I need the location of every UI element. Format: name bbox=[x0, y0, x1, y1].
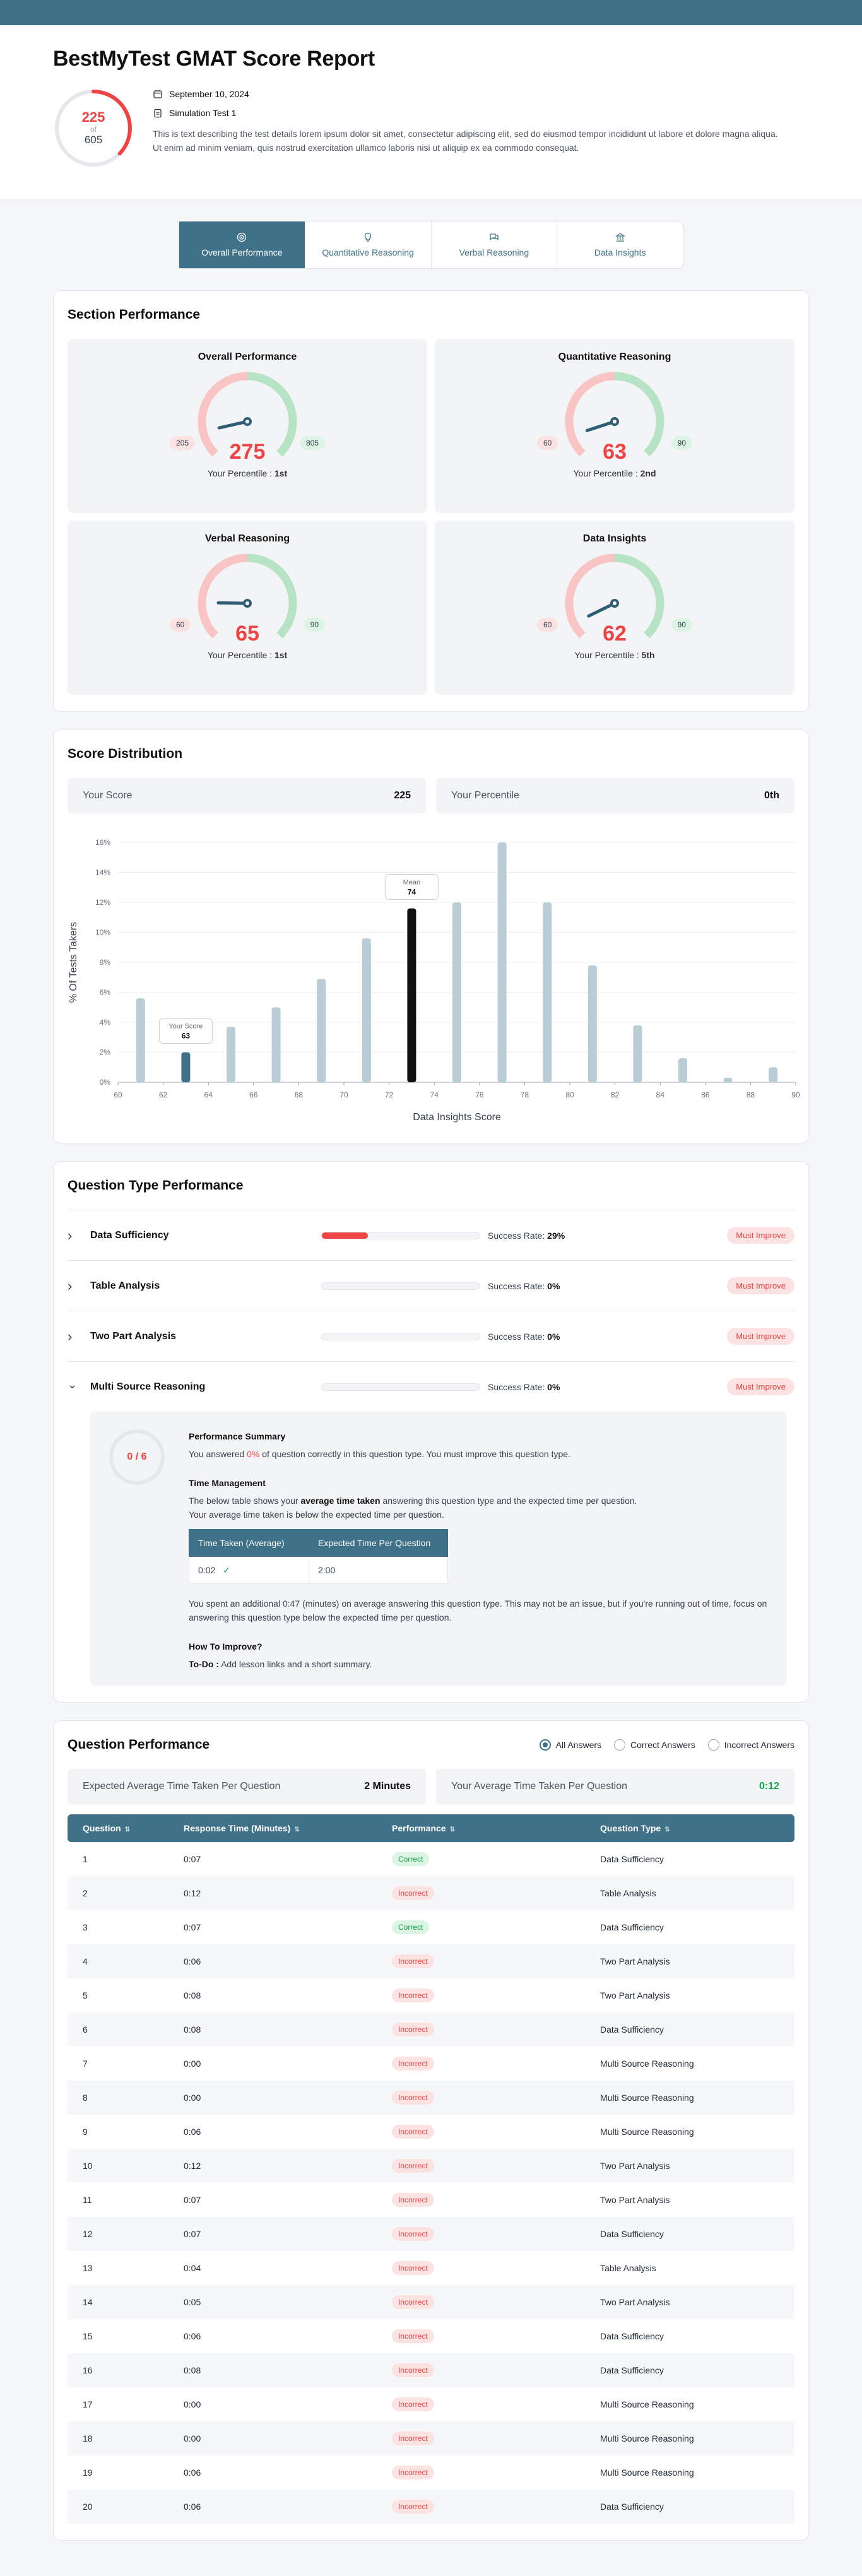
question-type-row[interactable] bbox=[68, 1260, 794, 1311]
x-tick-label: 78 bbox=[520, 1090, 529, 1099]
result-badge: Incorrect bbox=[392, 1954, 434, 1968]
response-time: 0:00 bbox=[168, 2421, 377, 2455]
gauge-title: Verbal Reasoning bbox=[204, 533, 290, 544]
summary-text: You answered 0% of question correctly in this question type. You must improve this question type. bbox=[189, 1449, 570, 1459]
response-time: 0:04 bbox=[184, 2263, 201, 2273]
bar bbox=[724, 1078, 733, 1082]
section-performance-card bbox=[53, 290, 809, 712]
your-score-value: 225 bbox=[394, 790, 411, 801]
success-rate-bar bbox=[321, 1232, 480, 1239]
result-badge: Incorrect bbox=[392, 2295, 434, 2309]
score-distribution-title: Score Distribution bbox=[68, 747, 183, 761]
tab-data-insights[interactable]: Data Insights bbox=[557, 222, 683, 268]
gauge-percentile: Your Percentile : 2nd bbox=[573, 468, 656, 478]
response-time: 0:08 bbox=[168, 2012, 377, 2047]
gauge-max: 90 bbox=[671, 618, 692, 632]
result-badge: Incorrect bbox=[392, 2057, 434, 2071]
question-type: Data Sufficiency bbox=[585, 2490, 794, 2524]
filter-incorrect-answers[interactable]: Incorrect Answers bbox=[708, 1739, 794, 1751]
table-row bbox=[68, 2251, 794, 2285]
table-row bbox=[68, 2115, 794, 2149]
chevron-right-icon[interactable]: › bbox=[68, 1227, 73, 1243]
gauge-percentile: Your Percentile : 1st bbox=[207, 468, 288, 478]
must-improve-badge: Must Improve bbox=[727, 1227, 794, 1244]
response-time: 0:08 bbox=[184, 1990, 201, 2000]
result-badge: Incorrect bbox=[392, 2261, 434, 2275]
x-tick-label: 62 bbox=[158, 1090, 168, 1099]
y-tick-label: 4% bbox=[99, 1018, 110, 1027]
x-tick-label: 64 bbox=[204, 1090, 213, 1099]
question-number: 19 bbox=[83, 2467, 93, 2478]
x-axis-title: Data Insights Score bbox=[413, 1112, 501, 1123]
y-tick-label: 16% bbox=[95, 838, 110, 847]
question-number: 18 bbox=[68, 2421, 168, 2455]
result-badge: Incorrect bbox=[392, 2500, 434, 2514]
bar bbox=[272, 1007, 281, 1082]
correct-ratio-ring: 0 / 6 bbox=[109, 1429, 165, 1485]
question-performance-card bbox=[53, 1720, 809, 2541]
top-bar bbox=[0, 0, 862, 25]
question-type: Two Part Analysis bbox=[600, 1990, 670, 2000]
x-tick-label: 90 bbox=[791, 1090, 800, 1099]
result-badge: Incorrect bbox=[392, 2227, 434, 2241]
response-time: 0:00 bbox=[168, 2081, 377, 2115]
table-row bbox=[68, 2353, 794, 2387]
bar bbox=[633, 1025, 642, 1082]
bar bbox=[543, 902, 552, 1082]
question-type: Data Sufficiency bbox=[600, 1922, 664, 1932]
chevron-down-icon[interactable]: ⌄ bbox=[68, 1378, 78, 1391]
success-rate: Success Rate: 0% bbox=[488, 1280, 560, 1291]
question-number: 5 bbox=[83, 1990, 88, 2000]
gauge-max: 90 bbox=[304, 618, 325, 632]
sort-icon: ⇅ bbox=[294, 1826, 300, 1833]
svg-text:63: 63 bbox=[181, 1031, 191, 1041]
score-distribution-card bbox=[53, 730, 809, 1143]
response-time: 0:06 bbox=[184, 2467, 201, 2478]
time-table: Time Taken (Average) Expected Time Per Question 0:02 ✓ 2:00 bbox=[189, 1529, 448, 1584]
tab-overall-performance[interactable]: Overall Performance bbox=[179, 222, 305, 268]
question-type: Data Sufficiency bbox=[585, 2353, 794, 2387]
question-number: 4 bbox=[68, 1944, 168, 1978]
gauge-min: 205 bbox=[170, 436, 195, 450]
result-badge: Incorrect bbox=[392, 1988, 434, 2002]
x-tick-label: 82 bbox=[610, 1090, 620, 1099]
answer-filter bbox=[540, 1739, 794, 1751]
col-response-time[interactable]: Response Time (Minutes) ⇅ bbox=[168, 1814, 377, 1842]
success-rate: Success Rate: 29% bbox=[488, 1230, 565, 1241]
table-row bbox=[68, 1876, 794, 1910]
response-time: 0:00 bbox=[184, 2059, 201, 2069]
todo-text: To-Do : Add lesson links and a short summary. bbox=[189, 1659, 372, 1669]
question-type: Data Sufficiency bbox=[600, 1854, 664, 1864]
bar bbox=[588, 966, 597, 1082]
your-percentile-value: 0th bbox=[764, 790, 779, 801]
x-tick-label: 70 bbox=[339, 1090, 348, 1099]
result-badge: Correct bbox=[392, 1852, 429, 1866]
gauge-percentile: Your Percentile : 5th bbox=[574, 650, 655, 660]
target-icon bbox=[237, 232, 247, 242]
tab-verbal-reasoning[interactable]: Verbal Reasoning bbox=[432, 222, 558, 268]
success-rate: Success Rate: 0% bbox=[488, 1331, 560, 1342]
total-score: 225 bbox=[81, 109, 105, 125]
question-type: Multi Source Reasoning bbox=[600, 2467, 694, 2478]
response-time: 0:07 bbox=[168, 2217, 377, 2251]
success-rate: Success Rate: 0% bbox=[488, 1381, 560, 1392]
response-time: 0:07 bbox=[184, 2195, 201, 2205]
report-header bbox=[0, 25, 862, 199]
score-distribution-chart bbox=[68, 836, 800, 1126]
gauge-title: Quantitative Reasoning bbox=[558, 352, 671, 362]
response-time: 0:06 bbox=[168, 2490, 377, 2524]
table-row bbox=[68, 2319, 794, 2353]
bank-icon bbox=[615, 232, 625, 242]
mean-tooltip bbox=[385, 875, 438, 900]
question-number: 16 bbox=[68, 2353, 168, 2387]
question-number: 8 bbox=[68, 2081, 168, 2115]
question-type: Data Sufficiency bbox=[585, 2012, 794, 2047]
y-tick-label: 8% bbox=[99, 958, 110, 967]
svg-text:Mean: Mean bbox=[403, 878, 421, 887]
y-tick-label: 0% bbox=[99, 1078, 110, 1087]
average-time-box: Your Average Time Taken Per Question 0:12 bbox=[436, 1769, 794, 1804]
chevron-right-icon[interactable]: › bbox=[68, 1328, 73, 1344]
y-tick-label: 14% bbox=[95, 868, 110, 877]
section-tabs bbox=[179, 221, 683, 269]
question-type-card bbox=[53, 1161, 809, 1703]
table-row bbox=[68, 2455, 794, 2490]
question-performance-title: Question Performance bbox=[68, 1737, 210, 1752]
question-number: 10 bbox=[68, 2149, 168, 2183]
x-tick-label: 74 bbox=[430, 1090, 439, 1099]
x-tick-label: 60 bbox=[114, 1090, 122, 1099]
question-number: 20 bbox=[68, 2490, 168, 2524]
page-title: BestMyTest GMAT Score Report bbox=[53, 47, 375, 71]
gauge-card bbox=[435, 521, 794, 695]
gauge-score: 275 bbox=[229, 440, 266, 464]
result-badge: Incorrect bbox=[392, 2329, 434, 2343]
question-number: 15 bbox=[83, 2331, 93, 2341]
x-tick-label: 80 bbox=[565, 1090, 574, 1099]
question-type: Multi Source Reasoning bbox=[585, 2081, 794, 2115]
filter-correct-answers[interactable]: Correct Answers bbox=[614, 1739, 695, 1751]
question-type-row[interactable] bbox=[68, 1361, 794, 1412]
result-badge: Incorrect bbox=[392, 2159, 434, 2173]
section-performance-title: Section Performance bbox=[68, 307, 201, 322]
gauge-card bbox=[435, 339, 794, 513]
your-score-tooltip bbox=[159, 1019, 212, 1044]
col-performance[interactable]: Performance ⇅ bbox=[377, 1814, 585, 1842]
question-number: 9 bbox=[83, 2127, 88, 2137]
your-percentile-box: Your Percentile 0th bbox=[436, 778, 794, 813]
result-badge: Incorrect bbox=[392, 2023, 434, 2036]
y-tick-label: 10% bbox=[95, 928, 110, 937]
question-type: Table Analysis bbox=[585, 1876, 794, 1910]
question-number: 3 bbox=[83, 1922, 88, 1932]
question-number: 12 bbox=[68, 2217, 168, 2251]
result-badge: Incorrect bbox=[392, 2091, 434, 2105]
bar bbox=[769, 1067, 777, 1082]
result-badge: Incorrect bbox=[392, 2363, 434, 2377]
response-time: 0:06 bbox=[184, 2127, 201, 2137]
question-type-row[interactable] bbox=[68, 1210, 794, 1260]
response-time: 0:06 bbox=[184, 2331, 201, 2341]
response-time: 0:12 bbox=[168, 1876, 377, 1910]
question-type: Multi Source Reasoning bbox=[585, 2421, 794, 2455]
table-row bbox=[68, 2421, 794, 2455]
question-type: Multi Source Reasoning bbox=[600, 2399, 694, 2409]
question-type-title: Question Type Performance bbox=[68, 1178, 244, 1193]
y-tick-label: 2% bbox=[99, 1048, 110, 1057]
table-row bbox=[68, 2081, 794, 2115]
bar bbox=[678, 1058, 687, 1082]
must-improve-badge: Must Improve bbox=[727, 1277, 794, 1294]
question-type-name: Multi Source Reasoning bbox=[90, 1381, 206, 1392]
col-question[interactable]: Question ⇅ bbox=[68, 1814, 168, 1842]
table-row bbox=[68, 2490, 794, 2524]
bar bbox=[227, 1027, 235, 1082]
table-row bbox=[68, 2047, 794, 2081]
question-type-row[interactable] bbox=[68, 1311, 794, 1361]
question-type: Two Part Analysis bbox=[585, 1944, 794, 1978]
result-badge: Incorrect bbox=[392, 1886, 434, 1900]
sort-icon: ⇅ bbox=[124, 1826, 131, 1833]
bulb-icon bbox=[363, 232, 373, 242]
question-number: 14 bbox=[68, 2285, 168, 2319]
test-name: Simulation Test 1 bbox=[153, 108, 784, 118]
chat-icon bbox=[489, 232, 499, 242]
question-number: 17 bbox=[83, 2399, 93, 2409]
clipboard-icon bbox=[153, 108, 163, 118]
table-row bbox=[68, 2285, 794, 2319]
y-axis-title: % Of Tests Takers bbox=[68, 921, 79, 1003]
question-type: Data Sufficiency bbox=[600, 2331, 664, 2341]
success-rate-bar bbox=[321, 1333, 480, 1340]
x-tick-label: 72 bbox=[384, 1090, 394, 1099]
result-badge: Incorrect bbox=[392, 2193, 434, 2207]
filter-all-answers[interactable]: All Answers bbox=[540, 1739, 601, 1751]
question-type: Multi Source Reasoning bbox=[600, 2127, 694, 2137]
sort-icon: ⇅ bbox=[664, 1826, 670, 1833]
bar bbox=[181, 1053, 190, 1083]
bar bbox=[362, 938, 371, 1082]
time-text: The below table shows your average time taken answering this question type and the expected time per question. bbox=[189, 1496, 637, 1506]
gauge-card bbox=[68, 521, 427, 695]
gauge-min: 60 bbox=[170, 618, 191, 632]
svg-text:74: 74 bbox=[407, 887, 416, 897]
question-number: 7 bbox=[83, 2059, 88, 2069]
response-time: 0:07 bbox=[184, 1854, 201, 1864]
gauge-min: 60 bbox=[537, 436, 558, 450]
question-number: 6 bbox=[68, 2012, 168, 2047]
must-improve-badge: Must Improve bbox=[727, 1328, 794, 1345]
check-icon: ✓ bbox=[223, 1565, 230, 1575]
your-score-box: Your Score 225 bbox=[68, 778, 426, 813]
question-type-name: Two Part Analysis bbox=[90, 1330, 177, 1342]
table-row bbox=[68, 1944, 794, 1978]
result-badge: Incorrect bbox=[392, 2397, 434, 2411]
gauge-score: 63 bbox=[603, 440, 627, 464]
score-donut bbox=[53, 88, 134, 168]
table-row bbox=[68, 1910, 794, 1944]
y-tick-label: 6% bbox=[99, 988, 110, 997]
must-improve-badge: Must Improve bbox=[727, 1378, 794, 1395]
test-description: This is text describing the test details lorem ipsum dolor sit amet, consectetur adipiscing elit, sed do eiusmod tempor incididunt ut labore et dolore magna aliqua. Ut enim ad minim veniam, quis nostrud exercitation ullamco laboris nisi ut aliquip ex ea commodo consequat. bbox=[153, 129, 778, 153]
x-tick-label: 76 bbox=[475, 1090, 484, 1099]
gauge-max: 805 bbox=[300, 436, 325, 450]
table-row bbox=[68, 2183, 794, 2217]
question-number: 11 bbox=[83, 2195, 92, 2205]
extra-time-text: You spent an additional 0:47 (minutes) on average answering this question type. This may not be an issue, but if you're running out of time, focus on answering this question type below the expected time per question. bbox=[189, 1598, 767, 1622]
question-type: Multi Source Reasoning bbox=[600, 2059, 694, 2069]
result-badge: Incorrect bbox=[392, 2125, 434, 2139]
result-badge: Correct bbox=[392, 1920, 429, 1934]
calendar-icon bbox=[153, 89, 163, 99]
max-score: 605 bbox=[84, 134, 103, 146]
question-type-name: Data Sufficiency bbox=[90, 1229, 169, 1241]
multi-source-detail: 0 / 6 Performance Summary You answered 0% of question correctly in this question type. You must improve this question type. Time Management The below table shows your average time taken answering this question type and the expected time per question. Your average time taken is below the expected time per question. Time Taken (Average) Expected Time Per Question 0:02 ✓ 2:00 You spent an additional 0:47 (minutes) on average answering this question type. This may not be an issue, but if you're running out of time, focus on answering this question type below the expected time per question. How To Improve? To-Do : Add lesson links and a short summary. bbox=[90, 1412, 787, 1686]
question-number: 13 bbox=[83, 2263, 93, 2273]
question-table bbox=[68, 1814, 794, 2524]
tab-quantitative-reasoning[interactable]: Quantitative Reasoning bbox=[305, 222, 432, 268]
gauge-title: Data Insights bbox=[582, 533, 647, 544]
table-row bbox=[68, 2387, 794, 2421]
question-type: Two Part Analysis bbox=[600, 2195, 670, 2205]
gauge-score: 62 bbox=[603, 622, 627, 646]
bar bbox=[452, 902, 461, 1082]
y-tick-label: 12% bbox=[95, 898, 110, 907]
question-number: 2 bbox=[68, 1876, 168, 1910]
x-tick-label: 68 bbox=[294, 1090, 304, 1099]
expected-time-box: Expected Average Time Taken Per Question 2 Minutes bbox=[68, 1769, 426, 1804]
table-row bbox=[68, 1842, 794, 1876]
question-type: Two Part Analysis bbox=[585, 2285, 794, 2319]
sort-icon: ⇅ bbox=[449, 1826, 455, 1833]
gauge-title: Overall Performance bbox=[198, 352, 297, 362]
response-time: 0:06 bbox=[168, 1944, 377, 1978]
result-badge: Incorrect bbox=[392, 2466, 434, 2479]
col-question-type[interactable]: Question Type ⇅ bbox=[585, 1814, 794, 1842]
gauge-max: 90 bbox=[671, 436, 692, 450]
response-time: 0:00 bbox=[184, 2399, 201, 2409]
gauge-card bbox=[68, 339, 427, 513]
question-type-name: Table Analysis bbox=[90, 1280, 160, 1291]
response-time: 0:08 bbox=[168, 2353, 377, 2387]
x-tick-label: 88 bbox=[746, 1090, 755, 1099]
bar bbox=[498, 842, 507, 1082]
result-badge: Incorrect bbox=[392, 2431, 434, 2445]
gauge-percentile: Your Percentile : 1st bbox=[207, 650, 288, 660]
question-type: Table Analysis bbox=[600, 2263, 656, 2273]
bar bbox=[317, 979, 326, 1082]
table-row bbox=[68, 1978, 794, 2012]
gauge-score: 65 bbox=[235, 622, 259, 646]
success-rate-bar bbox=[321, 1383, 480, 1391]
success-rate-bar bbox=[321, 1282, 480, 1290]
question-type: Data Sufficiency bbox=[585, 2217, 794, 2251]
response-time: 0:07 bbox=[184, 1922, 201, 1932]
x-tick-label: 66 bbox=[249, 1090, 258, 1099]
response-time: 0:12 bbox=[168, 2149, 377, 2183]
question-type: Two Part Analysis bbox=[585, 2149, 794, 2183]
bar bbox=[407, 909, 416, 1083]
table-row bbox=[68, 2012, 794, 2047]
table-row bbox=[68, 2217, 794, 2251]
test-date: September 10, 2024 bbox=[153, 89, 784, 99]
svg-text:Your Score: Your Score bbox=[168, 1022, 203, 1031]
table-row bbox=[68, 2149, 794, 2183]
x-tick-label: 86 bbox=[701, 1090, 710, 1099]
score-of: of bbox=[90, 125, 97, 134]
gauge-min: 60 bbox=[537, 618, 558, 632]
bar bbox=[136, 998, 145, 1082]
chevron-right-icon[interactable]: › bbox=[68, 1277, 73, 1294]
response-time: 0:05 bbox=[168, 2285, 377, 2319]
question-number: 1 bbox=[83, 1854, 88, 1864]
x-tick-label: 84 bbox=[656, 1090, 664, 1099]
